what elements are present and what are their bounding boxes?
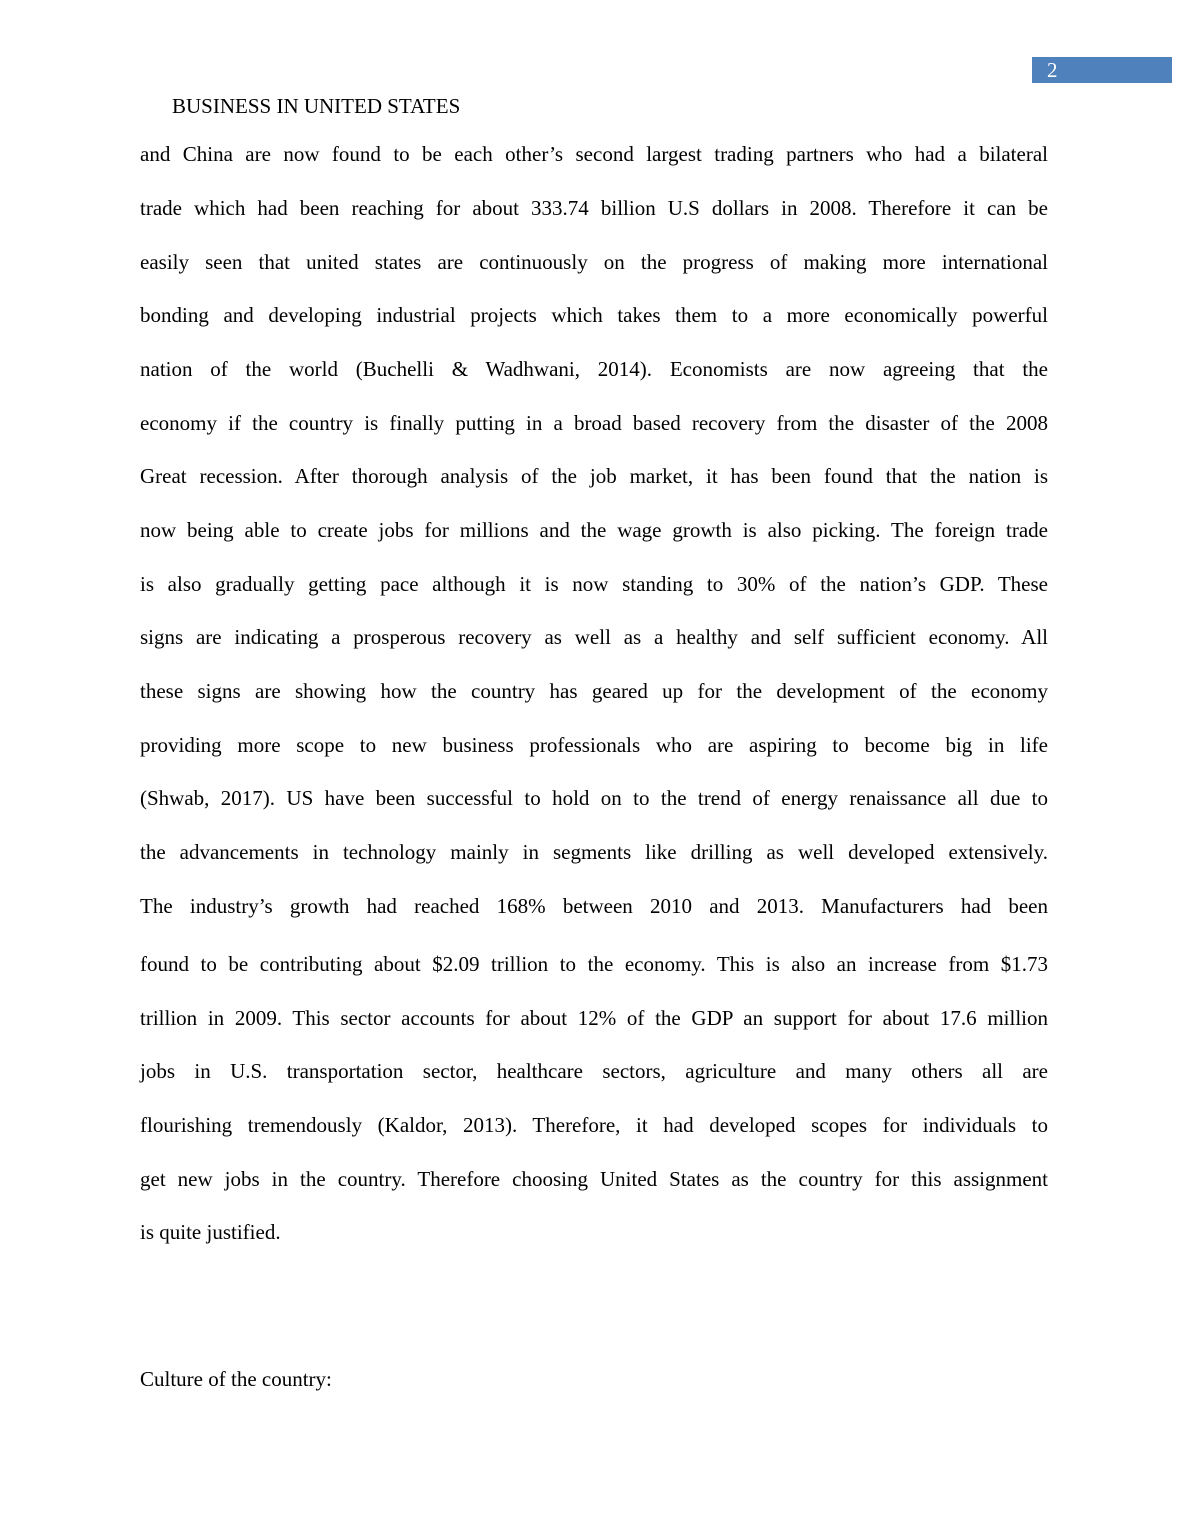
body-line: flourishing tremendously (Kaldor, 2013). Therefore, it had developed scopes for individuals to <box>140 1113 1048 1137</box>
body-line: the advancements in technology mainly in segments like drilling as well developed extensively. <box>140 840 1048 864</box>
body-line: (Shwab, 2017). US have been successful to hold on to the trend of energy renaissance all due to <box>140 786 1048 810</box>
body-line-last: is quite justified. <box>140 1220 281 1244</box>
body-line: get new jobs in the country. Therefore choosing United States as the country for this assignment <box>140 1167 1048 1191</box>
body-line: is also gradually getting pace although it is now standing to 30% of the nation’s GDP. These <box>140 572 1048 596</box>
body-line: these signs are showing how the country has geared up for the development of the economy <box>140 679 1048 703</box>
page-number: 2 <box>1032 57 1172 83</box>
body-line: nation of the world (Buchelli & Wadhwani, 2014). Economists are now agreeing that the <box>140 357 1048 381</box>
body-line: now being able to create jobs for millions and the wage growth is also picking. The foreign trade <box>140 518 1048 542</box>
body-line: trade which had been reaching for about 333.74 billion U.S dollars in 2008. Therefore it can be <box>140 196 1048 220</box>
body-line: Great recession. After thorough analysis of the job market, it has been found that the nation is <box>140 464 1048 488</box>
body-line: easily seen that united states are continuously on the progress of making more international <box>140 250 1048 274</box>
running-head: BUSINESS IN UNITED STATES <box>172 94 461 118</box>
body-line: signs are indicating a prosperous recovery as well as a healthy and self sufficient economy. All <box>140 625 1048 649</box>
body-line: jobs in U.S. transportation sector, healthcare sectors, agriculture and many others all are <box>140 1059 1048 1083</box>
body-line: found to be contributing about $2.09 trillion to the economy. This is also an increase from $1.73 <box>140 952 1048 976</box>
body-line: bonding and developing industrial projects which takes them to a more economically powerful <box>140 303 1048 327</box>
body-line: providing more scope to new business professionals who are aspiring to become big in life <box>140 733 1048 757</box>
body-line: The industry’s growth had reached 168% between 2010 and 2013. Manufacturers had been <box>140 894 1048 918</box>
section-heading: Culture of the country: <box>140 1367 332 1391</box>
body-line: trillion in 2009. This sector accounts for about 12% of the GDP an support for about 17.6 million <box>140 1006 1048 1030</box>
body-line: and China are now found to be each other’s second largest trading partners who had a bilateral <box>140 142 1048 166</box>
body-line: economy if the country is finally putting in a broad based recovery from the disaster of the 2008 <box>140 411 1048 435</box>
